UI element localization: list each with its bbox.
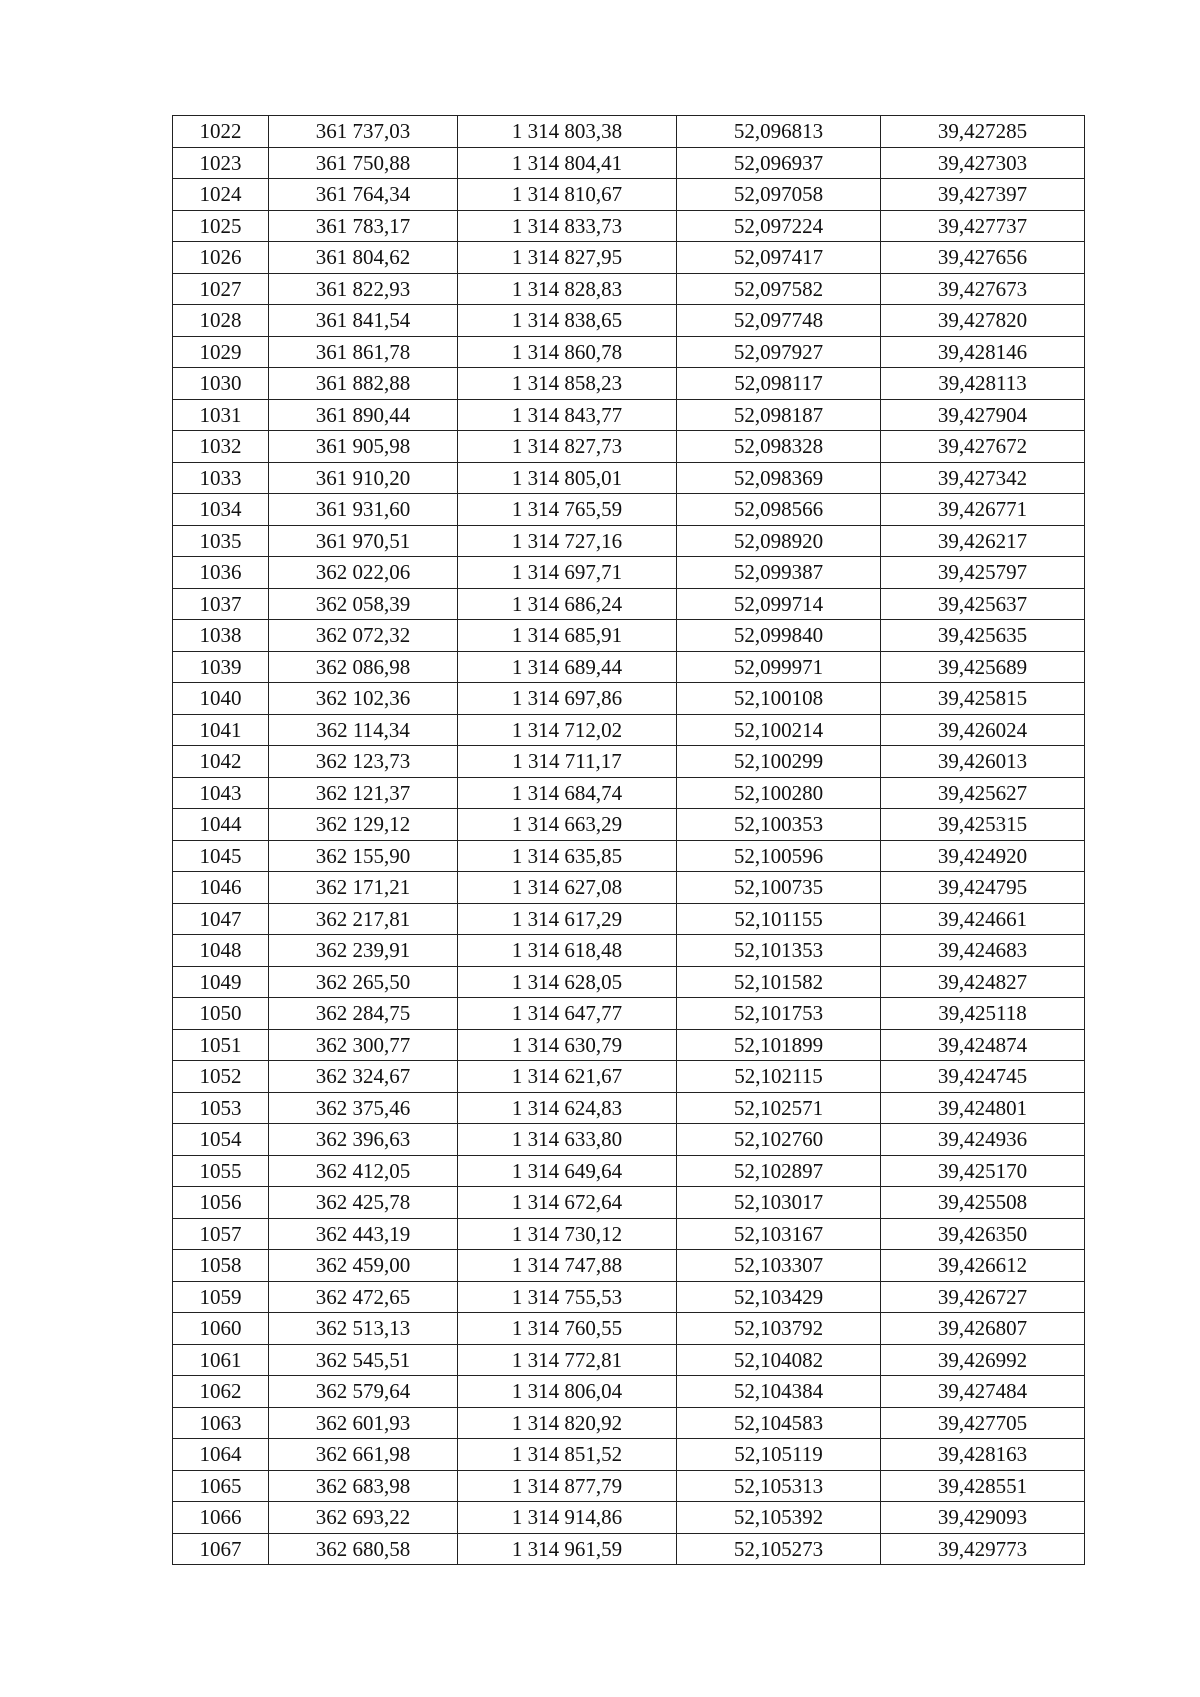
point-number-cell: 1062: [173, 1376, 269, 1408]
latitude-cell: 52,100299: [677, 746, 881, 778]
latitude-cell: 52,098187: [677, 399, 881, 431]
x-coordinate-cell: 362 425,78: [269, 1187, 458, 1219]
y-coordinate-cell: 1 314 914,86: [458, 1502, 677, 1534]
table-row: [173, 273, 1085, 305]
y-coordinate-cell: 1 314 649,64: [458, 1155, 677, 1187]
latitude-cell: 52,104583: [677, 1407, 881, 1439]
longitude-cell: 39,427737: [881, 210, 1085, 242]
x-coordinate-cell: 362 155,90: [269, 840, 458, 872]
table-row: [173, 966, 1085, 998]
y-coordinate-cell: 1 314 647,77: [458, 998, 677, 1030]
latitude-cell: 52,103307: [677, 1250, 881, 1282]
longitude-cell: 39,426217: [881, 525, 1085, 557]
table-row: [173, 1187, 1085, 1219]
table-row: [173, 777, 1085, 809]
longitude-cell: 39,427904: [881, 399, 1085, 431]
latitude-cell: 52,099971: [677, 651, 881, 683]
y-coordinate-cell: 1 314 635,85: [458, 840, 677, 872]
table-row: [173, 1061, 1085, 1093]
table-row: [173, 242, 1085, 274]
longitude-cell: 39,429773: [881, 1533, 1085, 1565]
y-coordinate-cell: 1 314 697,71: [458, 557, 677, 589]
y-coordinate-cell: 1 314 617,29: [458, 903, 677, 935]
longitude-cell: 39,427342: [881, 462, 1085, 494]
x-coordinate-cell: 361 861,78: [269, 336, 458, 368]
longitude-cell: 39,427397: [881, 179, 1085, 211]
table-row: [173, 1218, 1085, 1250]
table-row: [173, 1407, 1085, 1439]
y-coordinate-cell: 1 314 630,79: [458, 1029, 677, 1061]
point-number-cell: 1067: [173, 1533, 269, 1565]
table-row: [173, 1470, 1085, 1502]
point-number-cell: 1025: [173, 210, 269, 242]
y-coordinate-cell: 1 314 804,41: [458, 147, 677, 179]
y-coordinate-cell: 1 314 877,79: [458, 1470, 677, 1502]
point-number-cell: 1050: [173, 998, 269, 1030]
table-row: [173, 651, 1085, 683]
point-number-cell: 1066: [173, 1502, 269, 1534]
x-coordinate-cell: 362 300,77: [269, 1029, 458, 1061]
point-number-cell: 1029: [173, 336, 269, 368]
point-number-cell: 1049: [173, 966, 269, 998]
x-coordinate-cell: 362 601,93: [269, 1407, 458, 1439]
x-coordinate-cell: 362 072,32: [269, 620, 458, 652]
y-coordinate-cell: 1 314 684,74: [458, 777, 677, 809]
table-row: [173, 431, 1085, 463]
point-number-cell: 1022: [173, 116, 269, 148]
latitude-cell: 52,096937: [677, 147, 881, 179]
x-coordinate-cell: 361 783,17: [269, 210, 458, 242]
x-coordinate-cell: 362 265,50: [269, 966, 458, 998]
latitude-cell: 52,098369: [677, 462, 881, 494]
point-number-cell: 1032: [173, 431, 269, 463]
latitude-cell: 52,102760: [677, 1124, 881, 1156]
longitude-cell: 39,426727: [881, 1281, 1085, 1313]
x-coordinate-cell: 362 102,36: [269, 683, 458, 715]
x-coordinate-cell: 362 412,05: [269, 1155, 458, 1187]
longitude-cell: 39,427656: [881, 242, 1085, 274]
longitude-cell: 39,425118: [881, 998, 1085, 1030]
point-number-cell: 1063: [173, 1407, 269, 1439]
latitude-cell: 52,099387: [677, 557, 881, 589]
y-coordinate-cell: 1 314 806,04: [458, 1376, 677, 1408]
x-coordinate-cell: 362 459,00: [269, 1250, 458, 1282]
y-coordinate-cell: 1 314 727,16: [458, 525, 677, 557]
point-number-cell: 1061: [173, 1344, 269, 1376]
longitude-cell: 39,426024: [881, 714, 1085, 746]
y-coordinate-cell: 1 314 633,80: [458, 1124, 677, 1156]
x-coordinate-cell: 361 910,20: [269, 462, 458, 494]
point-number-cell: 1052: [173, 1061, 269, 1093]
latitude-cell: 52,098328: [677, 431, 881, 463]
point-number-cell: 1053: [173, 1092, 269, 1124]
x-coordinate-cell: 361 764,34: [269, 179, 458, 211]
latitude-cell: 52,099714: [677, 588, 881, 620]
point-number-cell: 1034: [173, 494, 269, 526]
table-row: [173, 903, 1085, 935]
point-number-cell: 1033: [173, 462, 269, 494]
point-number-cell: 1037: [173, 588, 269, 620]
y-coordinate-cell: 1 314 712,02: [458, 714, 677, 746]
y-coordinate-cell: 1 314 697,86: [458, 683, 677, 715]
table-row: [173, 998, 1085, 1030]
point-number-cell: 1046: [173, 872, 269, 904]
y-coordinate-cell: 1 314 820,92: [458, 1407, 677, 1439]
x-coordinate-cell: 361 737,03: [269, 116, 458, 148]
longitude-cell: 39,425170: [881, 1155, 1085, 1187]
y-coordinate-cell: 1 314 843,77: [458, 399, 677, 431]
latitude-cell: 52,098920: [677, 525, 881, 557]
table-row: [173, 840, 1085, 872]
x-coordinate-cell: 362 121,37: [269, 777, 458, 809]
y-coordinate-cell: 1 314 765,59: [458, 494, 677, 526]
table-row: [173, 1344, 1085, 1376]
latitude-cell: 52,102571: [677, 1092, 881, 1124]
y-coordinate-cell: 1 314 689,44: [458, 651, 677, 683]
longitude-cell: 39,424795: [881, 872, 1085, 904]
x-coordinate-cell: 362 058,39: [269, 588, 458, 620]
latitude-cell: 52,099840: [677, 620, 881, 652]
point-number-cell: 1031: [173, 399, 269, 431]
longitude-cell: 39,425637: [881, 588, 1085, 620]
point-number-cell: 1026: [173, 242, 269, 274]
point-number-cell: 1054: [173, 1124, 269, 1156]
table-row: [173, 368, 1085, 400]
point-number-cell: 1036: [173, 557, 269, 589]
table-row: [173, 525, 1085, 557]
table-row: [173, 872, 1085, 904]
table-row: [173, 462, 1085, 494]
point-number-cell: 1041: [173, 714, 269, 746]
point-number-cell: 1028: [173, 305, 269, 337]
longitude-cell: 39,427673: [881, 273, 1085, 305]
latitude-cell: 52,103429: [677, 1281, 881, 1313]
longitude-cell: 39,424920: [881, 840, 1085, 872]
table-row: [173, 116, 1085, 148]
latitude-cell: 52,103792: [677, 1313, 881, 1345]
longitude-cell: 39,427285: [881, 116, 1085, 148]
table-row: [173, 1029, 1085, 1061]
longitude-cell: 39,427820: [881, 305, 1085, 337]
table-row: [173, 399, 1085, 431]
point-number-cell: 1039: [173, 651, 269, 683]
y-coordinate-cell: 1 314 860,78: [458, 336, 677, 368]
table-row: [173, 179, 1085, 211]
table-row: [173, 935, 1085, 967]
point-number-cell: 1027: [173, 273, 269, 305]
table-row: [173, 1124, 1085, 1156]
latitude-cell: 52,098566: [677, 494, 881, 526]
x-coordinate-cell: 362 396,63: [269, 1124, 458, 1156]
x-coordinate-cell: 362 443,19: [269, 1218, 458, 1250]
latitude-cell: 52,097224: [677, 210, 881, 242]
latitude-cell: 52,101582: [677, 966, 881, 998]
longitude-cell: 39,425315: [881, 809, 1085, 841]
table-row: [173, 714, 1085, 746]
latitude-cell: 52,101753: [677, 998, 881, 1030]
table-row: [173, 1250, 1085, 1282]
y-coordinate-cell: 1 314 828,83: [458, 273, 677, 305]
point-number-cell: 1024: [173, 179, 269, 211]
latitude-cell: 52,101155: [677, 903, 881, 935]
x-coordinate-cell: 362 086,98: [269, 651, 458, 683]
table-row: [173, 746, 1085, 778]
y-coordinate-cell: 1 314 627,08: [458, 872, 677, 904]
table-row: [173, 620, 1085, 652]
x-coordinate-cell: 362 472,65: [269, 1281, 458, 1313]
latitude-cell: 52,105273: [677, 1533, 881, 1565]
longitude-cell: 39,427705: [881, 1407, 1085, 1439]
y-coordinate-cell: 1 314 747,88: [458, 1250, 677, 1282]
y-coordinate-cell: 1 314 851,52: [458, 1439, 677, 1471]
y-coordinate-cell: 1 314 672,64: [458, 1187, 677, 1219]
point-number-cell: 1044: [173, 809, 269, 841]
y-coordinate-cell: 1 314 624,83: [458, 1092, 677, 1124]
point-number-cell: 1060: [173, 1313, 269, 1345]
point-number-cell: 1059: [173, 1281, 269, 1313]
y-coordinate-cell: 1 314 772,81: [458, 1344, 677, 1376]
longitude-cell: 39,424745: [881, 1061, 1085, 1093]
latitude-cell: 52,102115: [677, 1061, 881, 1093]
point-number-cell: 1065: [173, 1470, 269, 1502]
x-coordinate-cell: 362 239,91: [269, 935, 458, 967]
y-coordinate-cell: 1 314 805,01: [458, 462, 677, 494]
table-row: [173, 1313, 1085, 1345]
latitude-cell: 52,101899: [677, 1029, 881, 1061]
point-number-cell: 1023: [173, 147, 269, 179]
latitude-cell: 52,100735: [677, 872, 881, 904]
table-row: [173, 1092, 1085, 1124]
latitude-cell: 52,104384: [677, 1376, 881, 1408]
point-number-cell: 1047: [173, 903, 269, 935]
longitude-cell: 39,425689: [881, 651, 1085, 683]
latitude-cell: 52,102897: [677, 1155, 881, 1187]
x-coordinate-cell: 362 129,12: [269, 809, 458, 841]
longitude-cell: 39,424683: [881, 935, 1085, 967]
y-coordinate-cell: 1 314 803,38: [458, 116, 677, 148]
point-number-cell: 1030: [173, 368, 269, 400]
x-coordinate-cell: 361 882,88: [269, 368, 458, 400]
y-coordinate-cell: 1 314 827,95: [458, 242, 677, 274]
latitude-cell: 52,103017: [677, 1187, 881, 1219]
table-row: [173, 1502, 1085, 1534]
longitude-cell: 39,427672: [881, 431, 1085, 463]
point-number-cell: 1043: [173, 777, 269, 809]
y-coordinate-cell: 1 314 961,59: [458, 1533, 677, 1565]
x-coordinate-cell: 362 545,51: [269, 1344, 458, 1376]
x-coordinate-cell: 362 693,22: [269, 1502, 458, 1534]
latitude-cell: 52,105313: [677, 1470, 881, 1502]
longitude-cell: 39,427484: [881, 1376, 1085, 1408]
table-row: [173, 683, 1085, 715]
y-coordinate-cell: 1 314 685,91: [458, 620, 677, 652]
table-row: [173, 147, 1085, 179]
x-coordinate-cell: 362 513,13: [269, 1313, 458, 1345]
x-coordinate-cell: 362 375,46: [269, 1092, 458, 1124]
y-coordinate-cell: 1 314 760,55: [458, 1313, 677, 1345]
x-coordinate-cell: 361 804,62: [269, 242, 458, 274]
longitude-cell: 39,428113: [881, 368, 1085, 400]
latitude-cell: 52,100596: [677, 840, 881, 872]
latitude-cell: 52,104082: [677, 1344, 881, 1376]
x-coordinate-cell: 362 171,21: [269, 872, 458, 904]
table-row: [173, 305, 1085, 337]
coordinates-table-body: [173, 116, 1085, 1565]
longitude-cell: 39,425797: [881, 557, 1085, 589]
longitude-cell: 39,429093: [881, 1502, 1085, 1534]
table-row: [173, 494, 1085, 526]
longitude-cell: 39,428551: [881, 1470, 1085, 1502]
latitude-cell: 52,096813: [677, 116, 881, 148]
longitude-cell: 39,426612: [881, 1250, 1085, 1282]
point-number-cell: 1057: [173, 1218, 269, 1250]
point-number-cell: 1045: [173, 840, 269, 872]
latitude-cell: 52,097748: [677, 305, 881, 337]
table-row: [173, 1533, 1085, 1565]
latitude-cell: 52,097417: [677, 242, 881, 274]
latitude-cell: 52,100353: [677, 809, 881, 841]
table-row: [173, 1281, 1085, 1313]
x-coordinate-cell: 361 822,93: [269, 273, 458, 305]
table-row: [173, 1439, 1085, 1471]
latitude-cell: 52,097058: [677, 179, 881, 211]
longitude-cell: 39,426992: [881, 1344, 1085, 1376]
longitude-cell: 39,424801: [881, 1092, 1085, 1124]
x-coordinate-cell: 361 931,60: [269, 494, 458, 526]
y-coordinate-cell: 1 314 833,73: [458, 210, 677, 242]
y-coordinate-cell: 1 314 621,67: [458, 1061, 677, 1093]
table-row: [173, 809, 1085, 841]
point-number-cell: 1051: [173, 1029, 269, 1061]
y-coordinate-cell: 1 314 858,23: [458, 368, 677, 400]
y-coordinate-cell: 1 314 628,05: [458, 966, 677, 998]
y-coordinate-cell: 1 314 838,65: [458, 305, 677, 337]
latitude-cell: 52,105119: [677, 1439, 881, 1471]
longitude-cell: 39,427303: [881, 147, 1085, 179]
x-coordinate-cell: 361 905,98: [269, 431, 458, 463]
table-row: [173, 336, 1085, 368]
longitude-cell: 39,428163: [881, 1439, 1085, 1471]
longitude-cell: 39,428146: [881, 336, 1085, 368]
longitude-cell: 39,426350: [881, 1218, 1085, 1250]
y-coordinate-cell: 1 314 730,12: [458, 1218, 677, 1250]
x-coordinate-cell: 362 114,34: [269, 714, 458, 746]
point-number-cell: 1048: [173, 935, 269, 967]
point-number-cell: 1040: [173, 683, 269, 715]
latitude-cell: 52,097582: [677, 273, 881, 305]
longitude-cell: 39,424936: [881, 1124, 1085, 1156]
latitude-cell: 52,097927: [677, 336, 881, 368]
latitude-cell: 52,098117: [677, 368, 881, 400]
longitude-cell: 39,425627: [881, 777, 1085, 809]
latitude-cell: 52,101353: [677, 935, 881, 967]
point-number-cell: 1035: [173, 525, 269, 557]
x-coordinate-cell: 361 890,44: [269, 399, 458, 431]
point-number-cell: 1056: [173, 1187, 269, 1219]
latitude-cell: 52,105392: [677, 1502, 881, 1534]
table-row: [173, 210, 1085, 242]
x-coordinate-cell: 362 324,67: [269, 1061, 458, 1093]
point-number-cell: 1038: [173, 620, 269, 652]
table-row: [173, 557, 1085, 589]
table-row: [173, 1155, 1085, 1187]
latitude-cell: 52,100108: [677, 683, 881, 715]
x-coordinate-cell: 361 970,51: [269, 525, 458, 557]
point-number-cell: 1042: [173, 746, 269, 778]
y-coordinate-cell: 1 314 827,73: [458, 431, 677, 463]
latitude-cell: 52,103167: [677, 1218, 881, 1250]
x-coordinate-cell: 362 680,58: [269, 1533, 458, 1565]
longitude-cell: 39,426771: [881, 494, 1085, 526]
latitude-cell: 52,100214: [677, 714, 881, 746]
point-number-cell: 1064: [173, 1439, 269, 1471]
y-coordinate-cell: 1 314 755,53: [458, 1281, 677, 1313]
y-coordinate-cell: 1 314 810,67: [458, 179, 677, 211]
longitude-cell: 39,425635: [881, 620, 1085, 652]
x-coordinate-cell: 361 841,54: [269, 305, 458, 337]
x-coordinate-cell: 362 123,73: [269, 746, 458, 778]
longitude-cell: 39,426013: [881, 746, 1085, 778]
x-coordinate-cell: 361 750,88: [269, 147, 458, 179]
x-coordinate-cell: 362 579,64: [269, 1376, 458, 1408]
longitude-cell: 39,426807: [881, 1313, 1085, 1345]
x-coordinate-cell: 362 022,06: [269, 557, 458, 589]
y-coordinate-cell: 1 314 663,29: [458, 809, 677, 841]
x-coordinate-cell: 362 661,98: [269, 1439, 458, 1471]
x-coordinate-cell: 362 217,81: [269, 903, 458, 935]
x-coordinate-cell: 362 683,98: [269, 1470, 458, 1502]
coordinates-table: [172, 115, 1085, 1565]
longitude-cell: 39,424827: [881, 966, 1085, 998]
longitude-cell: 39,424661: [881, 903, 1085, 935]
longitude-cell: 39,425508: [881, 1187, 1085, 1219]
point-number-cell: 1055: [173, 1155, 269, 1187]
y-coordinate-cell: 1 314 686,24: [458, 588, 677, 620]
table-row: [173, 588, 1085, 620]
latitude-cell: 52,100280: [677, 777, 881, 809]
y-coordinate-cell: 1 314 711,17: [458, 746, 677, 778]
table-row: [173, 1376, 1085, 1408]
x-coordinate-cell: 362 284,75: [269, 998, 458, 1030]
point-number-cell: 1058: [173, 1250, 269, 1282]
longitude-cell: 39,424874: [881, 1029, 1085, 1061]
longitude-cell: 39,425815: [881, 683, 1085, 715]
y-coordinate-cell: 1 314 618,48: [458, 935, 677, 967]
